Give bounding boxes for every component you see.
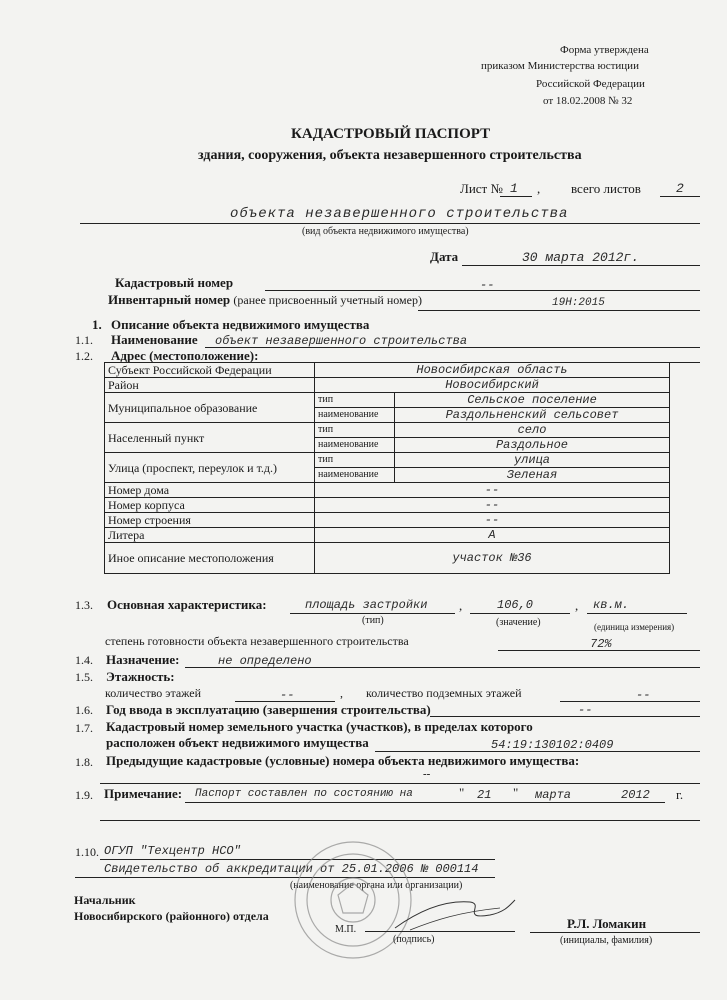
note-day: 21 [477, 788, 492, 802]
subject-value: Новосибирская область [315, 363, 670, 378]
street-name-label: наименование [315, 468, 395, 483]
subject-label: Субъект Российской Федерации [105, 363, 315, 378]
item-1-3-number: 1.3. [75, 598, 93, 612]
signer-name-caption: (инициалы, фамилия) [560, 935, 653, 946]
item-1-4-number: 1.4. [75, 653, 93, 667]
item-1-8-number: 1.8. [75, 755, 93, 769]
floors-count-value: -- [280, 688, 295, 702]
floors-label: Этажность: [106, 669, 175, 684]
land-cadastral-value: 54:19:130102:0409 [491, 738, 614, 752]
note-suffix: г. [676, 787, 684, 802]
document-subtitle: здания, сооружения, объекта незавершенного строительства [198, 148, 582, 163]
previous-numbers-value: -- [423, 768, 431, 780]
street-type-value: улица [395, 453, 670, 468]
table-row [105, 543, 670, 574]
name-label: Наименование [111, 332, 198, 347]
settlement-type-label: тип [315, 423, 395, 438]
approval-line-4: от 18.02.2008 № 32 [543, 95, 633, 107]
address-label: Адрес (местоположение): [111, 348, 259, 363]
house-label: Номер дома [105, 483, 315, 498]
municipal-type-value: Сельское поселение [395, 393, 670, 408]
settlement-name-label: наименование [315, 438, 395, 453]
approval-line-3: Российской Федерации [536, 78, 645, 90]
note-label: Примечание: [104, 786, 183, 801]
table-row [105, 453, 670, 468]
item-1-9-number: 1.9. [75, 788, 93, 802]
settlement-label: Населенный пункт [105, 423, 315, 453]
underground-value: -- [636, 688, 651, 702]
table-row [105, 483, 670, 498]
inventory-label-row [108, 292, 422, 308]
unit-caption: (единица измерения) [594, 622, 675, 632]
table-row [105, 498, 670, 513]
underground-label: количество подземных этажей [366, 686, 522, 700]
organization-certificate: Свидетельство об аккредитации от 25.01.2006 № 000114 [104, 862, 479, 876]
purpose-label: Назначение: [106, 652, 180, 667]
position-line-1: Начальник [74, 893, 136, 907]
land-label-line-1: Кадастровый номер земельного участка (участков), в пределах которого [106, 719, 533, 734]
table-row [105, 378, 670, 393]
characteristic-value: 106,0 [497, 598, 534, 612]
other-location-value: участок №36 [315, 543, 670, 574]
cadastral-number-value: -- [480, 278, 495, 292]
korpus-label: Номер корпуса [105, 498, 315, 513]
mp-label: М.П. [335, 924, 357, 935]
characteristic-label: Основная характеристика: [107, 597, 267, 612]
note-quote-close: " [513, 785, 519, 800]
signature-icon [390, 890, 520, 935]
municipal-name-value: Раздольненский сельсовет [395, 408, 670, 423]
district-label: Район [105, 378, 315, 393]
building-value: -- [315, 513, 670, 528]
litera-value: А [315, 528, 670, 543]
municipal-label: Муниципальное образование [105, 393, 315, 423]
approval-line-1: Форма утверждена [560, 44, 649, 56]
table-row [105, 393, 670, 408]
table-row [105, 423, 670, 438]
item-1-10-number: 1.10. [75, 845, 99, 859]
house-value: -- [315, 483, 670, 498]
date-value: 30 марта 2012г. [522, 250, 640, 265]
street-name-value: Зеленая [395, 468, 670, 483]
approval-line-2: приказом Министерства юстиции [481, 60, 639, 72]
building-label: Номер строения [105, 513, 315, 528]
position-line-2: Новосибирского (районного) отдела [74, 909, 269, 923]
object-type-value: объекта незавершенного строительства [230, 206, 569, 222]
item-1-1-number: 1.1. [75, 333, 93, 347]
inventory-number-label: Инвентарный номер [108, 292, 231, 307]
municipal-name-label: наименование [315, 408, 395, 423]
table-row [105, 528, 670, 543]
date-label: Дата [430, 249, 459, 264]
name-value: объект незавершенного строительства [215, 334, 468, 348]
organization-caption: (наименование органа или организации) [290, 880, 463, 891]
sheet-label: Лист № [460, 181, 503, 196]
previous-numbers-label: Предыдущие кадастровые (условные) номера объекта недвижимого имущества: [106, 753, 580, 768]
inventory-number-value: 19Н:2015 [552, 297, 605, 309]
section-1-title: Описание объекта недвижимого имущества [111, 317, 370, 332]
settlement-name-value: Раздольное [395, 438, 670, 453]
item-1-7-number: 1.7. [75, 721, 93, 735]
land-label-line-2: расположен объект недвижимого имущества [106, 735, 369, 750]
table-row [105, 363, 670, 378]
note-quote-open: " [459, 785, 465, 800]
signer-name: Р.Л. Ломакин [567, 916, 647, 931]
item-1-2-number: 1.2. [75, 349, 93, 363]
floors-count-label: количество этажей [105, 686, 202, 700]
total-sheets: 2 [676, 181, 684, 196]
value-caption: (значение) [496, 617, 541, 628]
sheet-number: 1 [510, 181, 518, 196]
signature-caption: (подпись) [393, 934, 435, 945]
street-label: Улица (проспект, переулок и т.д.) [105, 453, 315, 483]
object-type-caption: (вид объекта недвижимого имущества) [302, 226, 469, 237]
section-1-number: 1. [92, 317, 102, 332]
litera-label: Литера [105, 528, 315, 543]
document-title: КАДАСТРОВЫЙ ПАСПОРТ [291, 126, 491, 142]
municipal-type-label: тип [315, 393, 395, 408]
year-value: -- [578, 703, 593, 717]
item-1-5-number: 1.5. [75, 670, 93, 684]
total-sheets-label: всего листов [571, 181, 641, 196]
note-month: марта [535, 788, 572, 802]
readiness-label: степень готовности объекта незавершенного строительства [105, 634, 409, 648]
year-label: Год ввода в эксплуатацию (завершения строительства) [106, 702, 431, 717]
purpose-value: не определено [218, 654, 312, 668]
district-value: Новосибирский [315, 378, 670, 393]
type-caption: (тип) [362, 615, 384, 626]
note-year: 2012 [621, 788, 650, 802]
organization-name: ОГУП "Техцентр НСО" [104, 844, 241, 858]
cadastral-number-label: Кадастровый номер [115, 275, 234, 290]
korpus-value: -- [315, 498, 670, 513]
characteristic-type-value: площадь застройки [305, 598, 428, 612]
other-location-label: Иное описание местоположения [105, 543, 315, 574]
cadastral-passport-page: Форма утверждена приказом Министерства юстиции Российской Федерации от 18.02.2008 № 32 КАДАСТРОВЫЙ ПАСПОРТ здания, сооружения, объекта незавершенного строительства Лист № 1 , всего листов 2 объекта незавершенного строительства (вид объекта недвижимого имущества) Дата 30 марта 2012г. Кадастровый номер -- Инвентарный номер (ранее присвоенный учетный номер) 19Н:2015 1. Описание объекта недвижимого имущества 1.1. Наименование объект незавершенного строительства 1.2. Адрес (местоположение): Субъект Российской Федерации Новосибирская область Район Новосибирский Муниципальное образование тип Сельское поселение наименование Раздольненский сельсовет Населенный пункт тип село наименование Раздольное Улица (проспект, переулок и т.д.) тип улица наименование Зеленая Номер дома -- Номер корпуса -- Номер строения -- Литера А Иное описание местоположения участок №36 1.3. Основная характеристика: площадь застройки , 106,0 , кв.м. (тип) (значение) (единица измерения) степень готовности объекта незавершенного строительства 72% 1.4. Назначение: не определено 1.5. Этажность: количество этажей -- , количество подземных этажей -- 1.6. Год ввода в эксплуатацию (завершения строительства) -- 1.7. Кадастровый номер земельного участка (участков), в пределах которого расположен объект недвижимого имущества 54:19:130102:0409 1.8. Предыдущие кадастровые (условные) номера объекта недвижимого имущества: -- 1.9. Примечание: Паспорт составлен по состоянию на " 21 " марта 2012 г. 1.10. ОГУП "Техцентр НСО" Свидетельство об аккредитации от 25.01.2006 № 000114 (наименование органа или организации) Начальник Новосибирского (районного) отдела М.П. (подпись) Р.Л. Ломакин (инициалы, фамилия) [0, 0, 727, 1000]
table-row [105, 513, 670, 528]
inventory-note: (ранее присвоенный учетный номер) [233, 293, 422, 307]
street-type-label: тип [315, 453, 395, 468]
note-text: Паспорт составлен по состоянию на [195, 788, 413, 800]
characteristic-unit: кв.м. [593, 598, 630, 612]
item-1-6-number: 1.6. [75, 703, 93, 717]
settlement-type-value: село [395, 423, 670, 438]
address-table [104, 362, 670, 574]
readiness-value: 72% [590, 637, 612, 651]
